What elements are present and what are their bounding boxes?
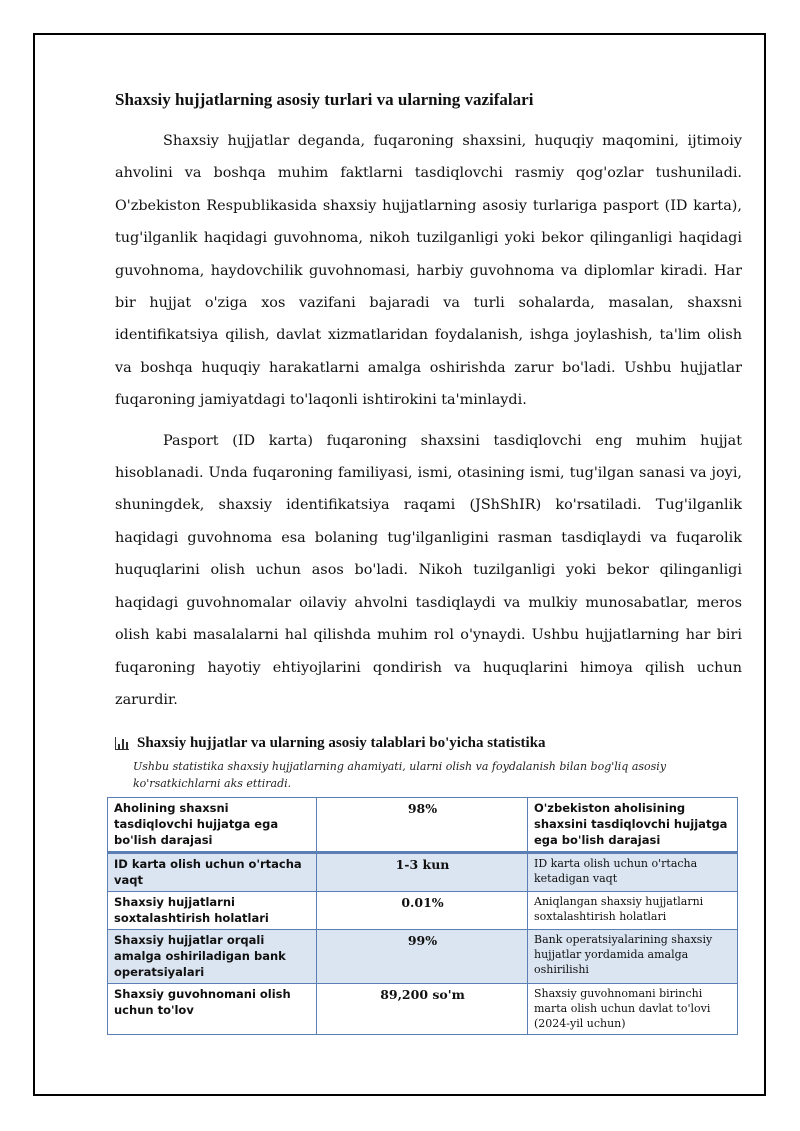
row-label: Shaxsiy hujjatlarni soxtalashtirish holatlari	[108, 892, 317, 930]
table-row	[108, 930, 738, 984]
table-row	[108, 984, 738, 1035]
table-row	[108, 853, 738, 892]
document-heading: Shaxsiy hujjatlarning asosiy turlari va ularning vazifalari	[115, 90, 534, 109]
row-note: Aniqlangan shaxsiy hujjatlarni soxtalashtirish holatlari	[528, 892, 738, 930]
row-value: 99%	[317, 930, 528, 984]
row-value: 89,200 so'm	[317, 984, 528, 1035]
paragraph-2: Pasport (ID karta) fuqaroning shaxsini tasdiqlovchi eng muhim hujjat hisoblanadi. Unda fuqaroning familiyasi, ismi, otasining ismi, tug'ilgan sanasi va joyi, shuningdek, shaxsiy identifikatsiya raqami (JShShIR) ko'rsatiladi. Tug'ilganlik haqidagi guvohnoma esa bolaning tug'ilganligini rasman tasdiqlaydi va fuqarolik huquqlarini olish uchun asos bo'ladi. Nikoh tuzilganligi yoki bekor qilinganligi haqidagi guvohnomalar oilaviy ahvolni tasdiqlaydi va mulkiy munosabatlar, meros olish kabi masalalarni hal qilishda muhim rol o'ynaydi. Ushbu hujjatlarning har biri fuqaroning hayotiy ehtiyojlarini qondirish va huquqlarini himoya qilish uchun zarurdir.	[115, 432, 742, 708]
row-note: ID karta olish uchun o'rtacha ketadigan vaqt	[528, 853, 738, 892]
row-label: Aholining shaxsni tasdiqlovchi hujjatga ega bo'lish darajasi	[108, 798, 317, 853]
row-value: 1-3 kun	[317, 853, 528, 892]
row-note: Bank operatsiyalarining shaxsiy hujjatlar yordamida amalga oshirilishi	[528, 930, 738, 984]
row-label: Shaxsiy guvohnomani olish uchun to'lov	[108, 984, 317, 1035]
stats-description: Ushbu statistika shaxsiy hujjatlarning ahamiyati, ularni olish va foydalanish bilan bog'liq asosiy ko'rsatkichlarni aks ettiradi.	[133, 760, 667, 791]
row-value: 98%	[317, 798, 528, 853]
row-note: O'zbekiston aholisining shaxsini tasdiqlovchi hujjatga ega bo'lish darajasi	[528, 798, 738, 853]
table-row	[108, 892, 738, 930]
stats-title-text: Shaxsiy hujjatlar va ularning asosiy talablari bo'yicha statistika	[137, 735, 546, 752]
document-body	[115, 88, 742, 1035]
row-label: ID karta olish uchun o'rtacha vaqt	[108, 853, 317, 892]
stats-section-title	[115, 732, 742, 754]
table-row	[108, 798, 738, 853]
stats-table	[107, 797, 738, 1035]
bar-chart-icon	[115, 737, 129, 750]
row-label: Shaxsiy hujjatlar orqali amalga oshiriladigan bank operatsiyalari	[108, 930, 317, 984]
row-note: Shaxsiy guvohnomani birinchi marta olish uchun davlat to'lovi (2024-yil uchun)	[528, 984, 738, 1035]
row-value: 0.01%	[317, 892, 528, 930]
paragraph-1: Shaxsiy hujjatlar deganda, fuqaroning shaxsini, huquqiy maqomini, ijtimoiy ahvolini va boshqa muhim faktlarni tasdiqlovchi rasmiy qog'ozlar tushuniladi. O'zbekiston Respublikasida shaxsiy hujjatlarning asosiy turlariga pasport (ID karta), tug'ilganlik haqidagi guvohnoma, nikoh tuzilganligi yoki bekor qilinganligi haqidagi guvohnoma, haydovchilik guvohnomasi, harbiy guvohnoma va diplomlar kiradi. Har bir hujjat o'ziga xos vazifani bajaradi va turli sohalarda, masalan, shaxsni identifikatsiya qilish, davlat xizmatlaridan foydalanish, ishga joylashish, ta'lim olish va boshqa huquqiy harakatlarni amalga oshirishda zarur bo'ladi. Ushbu hujjatlar fuqaroning jamiyatdagi to'laqonli ishtirokini ta'minlaydi.	[115, 133, 742, 409]
